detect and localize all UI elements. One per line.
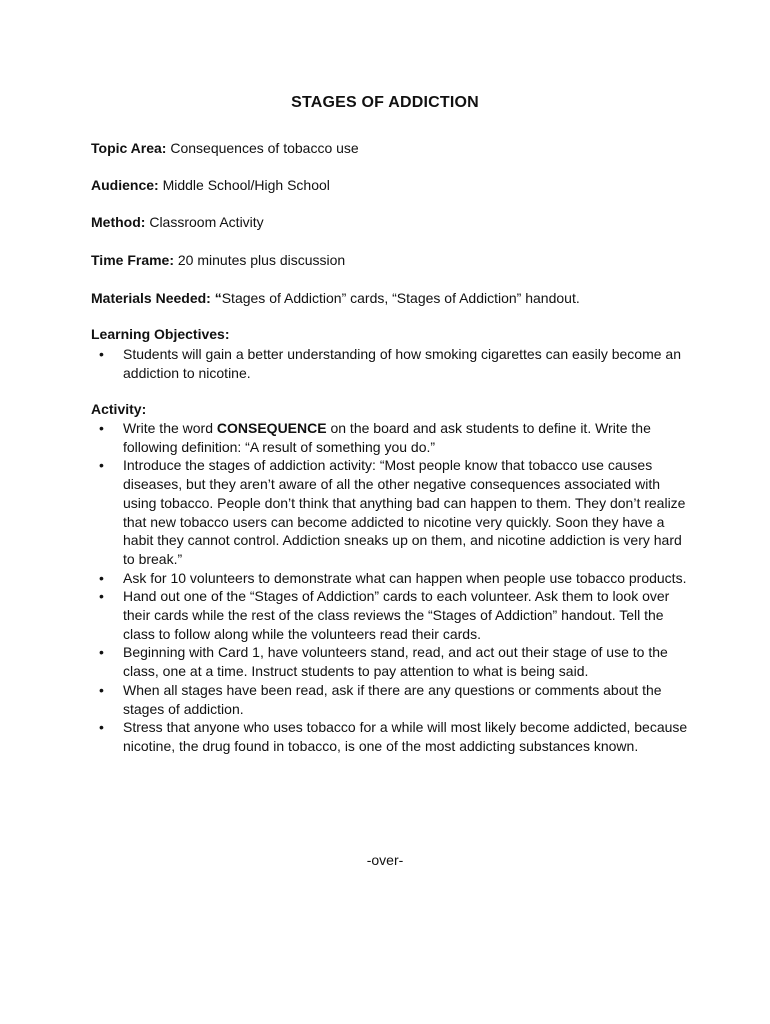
method-value: Classroom Activity (149, 214, 264, 230)
list-item (91, 419, 691, 456)
list-item (91, 456, 691, 568)
consequence-word: CONSEQUENCE (216, 420, 327, 436)
bullet-icon: • (99, 457, 104, 474)
bullet-icon: • (99, 719, 104, 736)
learning-objectives-list (91, 345, 691, 382)
time-frame-value: 20 minutes plus discussion (177, 252, 346, 268)
topic-area-field (91, 139, 359, 157)
list-item (91, 587, 691, 643)
bullet-icon: • (99, 644, 104, 661)
bullet-icon: • (99, 588, 104, 605)
list-item (91, 643, 691, 680)
audience-label: Audience: (91, 177, 159, 193)
topic-area-label: Topic Area: (91, 140, 167, 156)
page-footer-over: -over- (366, 852, 404, 868)
activity-heading: Activity: (91, 401, 147, 417)
list-item-text: When all stages have been read, ask if there are any questions or comments about the stages of addiction. (123, 681, 662, 717)
method-label: Method: (91, 214, 146, 230)
materials-label: Materials Needed: “ (91, 290, 222, 306)
list-item-text: Beginning with Card 1, have volunteers stand, read, and act out their stage of use to the class, one at a time. Instruct students to pay attention to what is being said. (123, 644, 668, 680)
time-frame-field (91, 251, 345, 269)
list-item (91, 345, 691, 382)
bullet-icon: • (99, 346, 104, 362)
list-item (91, 681, 691, 718)
list-item-text: Ask for 10 volunteers to demonstrate what can happen when people use tobacco products. (123, 569, 687, 586)
audience-field (91, 176, 330, 194)
list-item-text-pre: Write the word (123, 420, 217, 436)
materials-value: Stages of Addiction” cards, “Stages of Addiction” handout. (221, 290, 580, 306)
activity-list (91, 419, 691, 756)
audience-value: Middle School/High School (162, 177, 330, 193)
method-field (91, 213, 264, 231)
list-item (91, 569, 691, 588)
list-item-text: Introduce the stages of addiction activity: “Most people know that tobacco use causes diseases, but they aren’t aware of all the other negative consequences associated with using tobacco. People don’t think that anything bad can happen to them. They don’t realize that new tobacco users can become addicted to nicotine very quickly. Soon they have a habit they cannot control. Addiction sneaks up on them, and nicotine addiction is very hard to break.” (123, 457, 686, 567)
materials-field (91, 289, 580, 307)
list-item-text: Stress that anyone who uses tobacco for a while will most likely become addicted, because nicotine, the drug found in tobacco, is one of the most addicting substances known. (123, 719, 688, 754)
learning-objectives-heading: Learning Objectives: (91, 326, 230, 342)
list-item (91, 718, 691, 755)
list-item-text: Hand out one of the “Stages of Addiction” cards to each volunteer. Ask them to look over their cards while the rest of the class reviews the “Stages of Addiction” handout. Tell the class to follow along while the volunteers read their cards. (123, 588, 670, 642)
time-frame-label: Time Frame: (91, 252, 174, 268)
bullet-icon: • (99, 569, 104, 586)
page-title: STAGES OF ADDICTION (291, 94, 479, 111)
list-item-text: Students will gain a better understanding of how smoking cigarettes can easily become an addiction to nicotine. (123, 346, 681, 381)
list-item-text-post: on the board and ask students to define it. Write the following definition: “A result of something you do.” (123, 420, 651, 455)
topic-area-value: Consequences of tobacco use (170, 140, 359, 156)
bullet-icon: • (99, 681, 104, 698)
bullet-icon: • (99, 420, 104, 436)
